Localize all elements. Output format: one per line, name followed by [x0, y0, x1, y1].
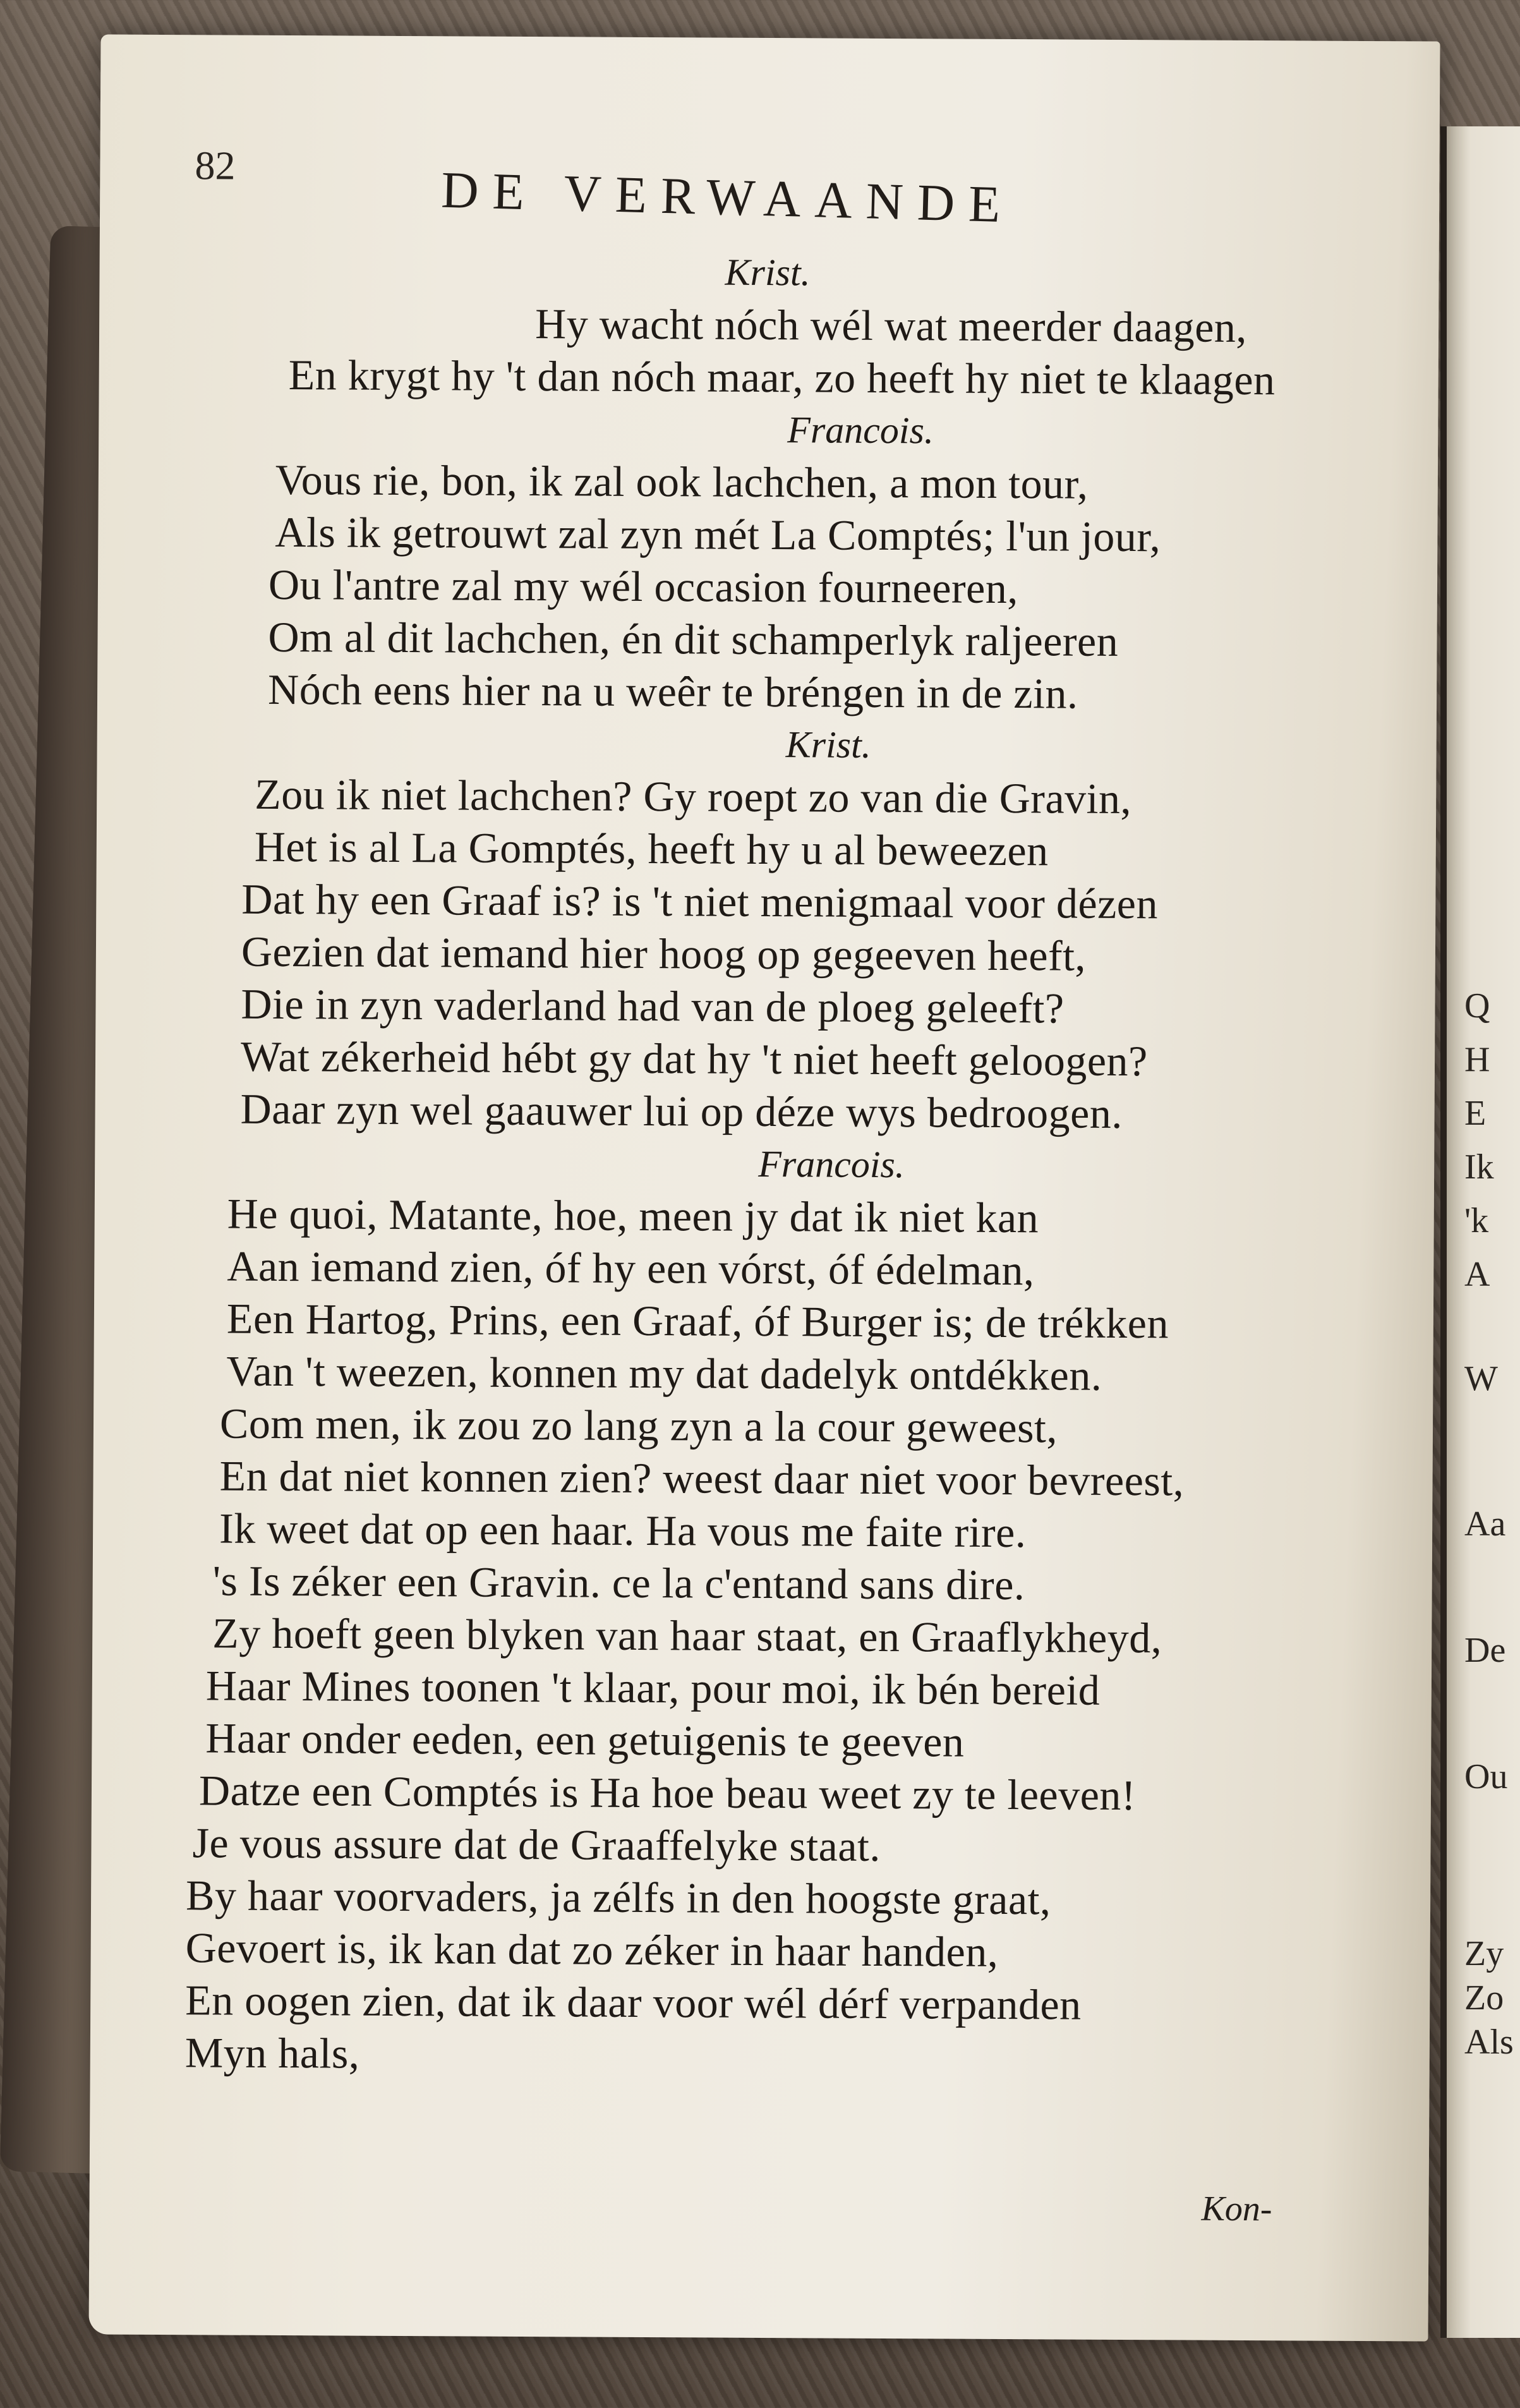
verse-line: Van 't weezen, konnen my dat dadelyk ontdékken.	[226, 1346, 1102, 1400]
facing-page-fragment: Aa	[1464, 1504, 1506, 1544]
verse-line: Com men, ik zou zo lang zyn a la cour geweest,	[219, 1399, 1058, 1452]
facing-page-fragment: Ou	[1464, 1757, 1508, 1796]
facing-page-fragment: Als	[1464, 2023, 1514, 2062]
verse-line: Zou ik niet lachchen? Gy roept zo van die Gravin,	[255, 770, 1132, 823]
verse-line: Een Hartog, Prins, een Graaf, óf Burger is; de trékken	[226, 1294, 1169, 1348]
verse-line: Haar onder eeden, een getuigenis te geeven	[205, 1714, 965, 1766]
verse-line: Als ik getrouwt zal zyn mét La Comptés; l'un jour,	[275, 507, 1161, 561]
verse-line: Wat zékerheid hébt gy dat hy 't niet heeft geloogen?	[240, 1032, 1148, 1086]
verse-line: En krygt hy 't dan nóch maar, zo heeft hy niet te klaagen	[288, 351, 1276, 404]
facing-page-fragment: De	[1464, 1631, 1506, 1670]
verse-line: Die in zyn vaderland had van de ploeg geleeft?	[241, 979, 1065, 1032]
verse-line: Vous rie, bon, ik zal ook lachchen, a mon tour,	[275, 455, 1089, 508]
verse-line: Om al dit lachchen, én dit schamperlyk raljeeren	[268, 612, 1119, 665]
page-number: 82	[195, 143, 236, 188]
verse-line: Je vous assure dat de Graaffelyke staat.	[192, 1818, 881, 1870]
facing-page-fragment: Ik	[1464, 1147, 1494, 1187]
facing-page-fragment: H	[1464, 1040, 1490, 1079]
verse-line: Haar Mines toonen 't klaar, pour moi, ik bén bereid	[205, 1661, 1101, 1714]
facing-page-fragment: Zy	[1464, 1934, 1504, 1973]
facing-page-fragment: Zo	[1464, 1978, 1504, 2018]
verse-line: By haar voorvaders, ja zélfs in den hoogste graat,	[185, 1871, 1051, 1924]
speaker-name: Krist.	[725, 251, 811, 294]
verse-line: En oogen zien, dat ik daar voor wél dérf verpanden	[185, 1976, 1082, 2029]
book-page	[88, 34, 1440, 2341]
verse-line: En dat niet konnen zien? weest daar niet voor bevreest,	[219, 1451, 1185, 1505]
verse-line: Het is al La Gomptés, heeft hy u al beweezen	[254, 822, 1049, 875]
catchword: Kon-	[1201, 2189, 1272, 2229]
verse-line: Daar zyn wel gaauwer lui op déze wys bedroogen.	[240, 1084, 1123, 1137]
verse-line: 's Is zéker een Gravin. ce la c'entand sans dire.	[212, 1556, 1025, 1609]
verse-line: Nóch eens hier na u weêr te bréngen in de zin.	[267, 665, 1078, 718]
verse-line: Zy hoeft geen blyken van haar staat, en Graaflykheyd,	[212, 1609, 1162, 1662]
facing-page-fragment: Q	[1464, 986, 1490, 1026]
text-block	[172, 243, 1420, 2085]
speaker-name: Francois.	[787, 409, 934, 452]
verse-line: Datze een Comptés is Ha hoe beau weet zy te leeven!	[198, 1766, 1137, 1820]
verse-line: Hy wacht nóch wél wat meerder daagen,	[534, 299, 1248, 351]
facing-page	[1440, 126, 1520, 2338]
verse-line: He quoi, Matante, hoe, meen jy dat ik niet kan	[227, 1189, 1039, 1242]
verse-line: Gevoert is, ik kan dat zo zéker in haar handen,	[185, 1923, 999, 1976]
verse-line: Aan iemand zien, óf hy een vórst, óf édelman,	[227, 1242, 1035, 1295]
speaker-name: Francois.	[758, 1142, 905, 1186]
verse-line: Dat hy een Graaf is? is 't niet menigmaal voor dézen	[241, 874, 1159, 928]
facing-page-fragment: E	[1464, 1094, 1487, 1133]
facing-page-fragment: 'k	[1464, 1201, 1489, 1240]
verse-line: Ou l'antre zal my wél occasion fourneeren,	[268, 560, 1019, 613]
facing-page-fragment: W	[1464, 1359, 1498, 1398]
facing-page-fragment: A	[1464, 1255, 1490, 1294]
speaker-name: Krist.	[785, 723, 871, 766]
running-head: DE VERWAANDE	[440, 160, 1015, 234]
verse-line: Ik weet dat op een haar. Ha vous me faite rire.	[219, 1504, 1027, 1557]
verse-line: Gezien dat iemand hier hoog op gegeeven heeft,	[241, 927, 1087, 980]
verse-line: Myn hals,	[184, 2028, 360, 2078]
